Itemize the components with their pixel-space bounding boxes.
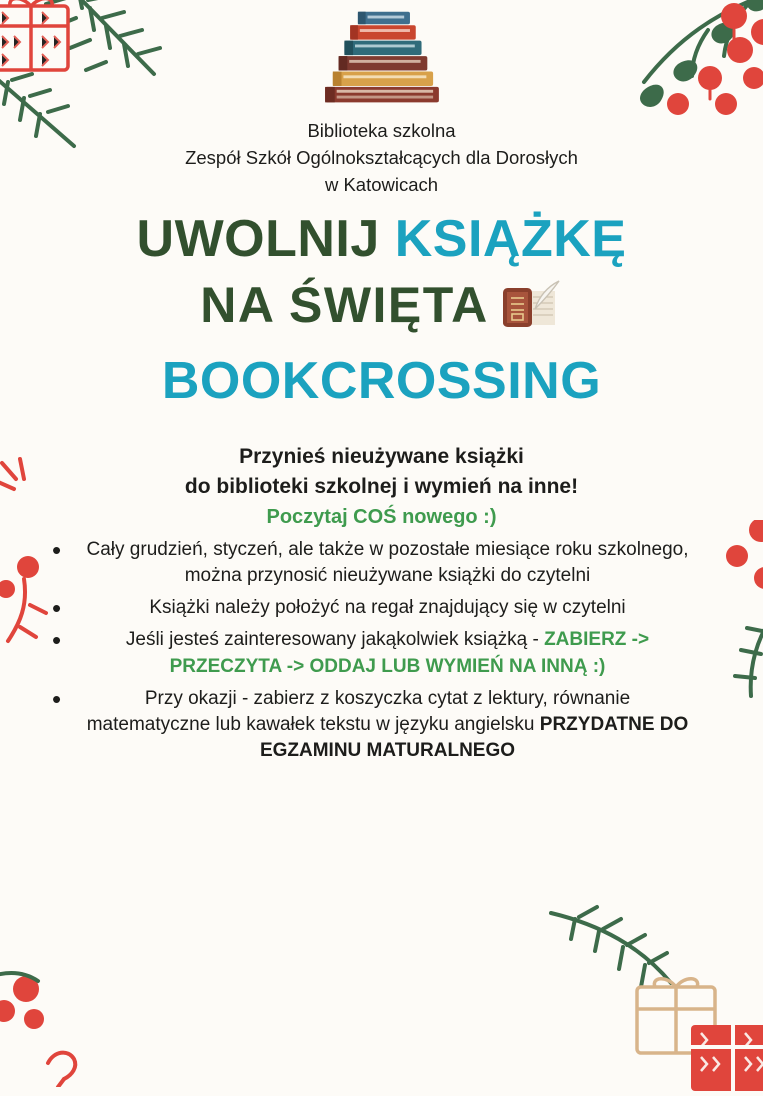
cta-line-1: Przynieś nieużywane książki [239, 445, 524, 469]
title-line-3: BOOKCROSSING [161, 351, 602, 410]
book-stack-icon [317, 0, 447, 112]
list-item [52, 537, 711, 589]
list-item-strong: PRZYDATNE DO EGZAMINU MATURALNEGO [259, 714, 689, 762]
candy-cane-icon [48, 1053, 75, 1087]
title-word-uwolnij: UWOLNIJ [136, 210, 380, 269]
cta-line-2: do biblioteki szkolnej i wymień na inne! [184, 474, 579, 498]
header-line-1: Biblioteka szkolna [307, 120, 456, 141]
page-title [52, 212, 711, 408]
gift-box-icon [541, 891, 763, 1091]
list-item [52, 595, 711, 621]
list-item-text: Cały grudzień, styczeń, ale także w pozostałe miesiące roku szkolnego, można przynosić nieużywane książki do czytelni [86, 538, 689, 586]
header-line-3: w Katowicach [324, 173, 439, 195]
list-item-highlight: ZABIERZ -> PRZECZYTA -> ODDAJ LUB WYMIEŃ NA INNĄ :) [169, 629, 650, 677]
decoration-bottom-right [541, 891, 763, 1096]
title-line-1 [52, 212, 711, 267]
title-word-ksiazke: KSIĄŻKĘ [394, 210, 627, 269]
pine-branch-icon [0, 967, 140, 1087]
header-line-2: Zespół Szkół Ogólnokształcących dla Dorosłych [185, 146, 578, 168]
list-item-text: Książki należy położyć na regał znajdujący się w czytelni [149, 597, 626, 619]
list-item [52, 627, 711, 679]
instructions-list [52, 537, 711, 765]
title-line-2-text: NA ŚWIĘTA [200, 277, 489, 334]
book-with-feather-icon [497, 279, 563, 331]
list-item-text: Jeśli jesteś zainteresowany jakąkolwiek książką - [125, 629, 545, 651]
list-item [52, 686, 711, 765]
cta-green-line: Poczytaj COŚ nowego :) [266, 505, 497, 528]
call-to-action [52, 442, 711, 502]
school-header [52, 118, 711, 198]
list-item-text: Przy okazji - zabierz z koszyczka cytat z lektury, równanie matematyczne lub kawałek tekstu w języku angielsku [86, 687, 631, 736]
title-line-2 [52, 279, 711, 332]
decoration-bottom-left [0, 967, 140, 1092]
